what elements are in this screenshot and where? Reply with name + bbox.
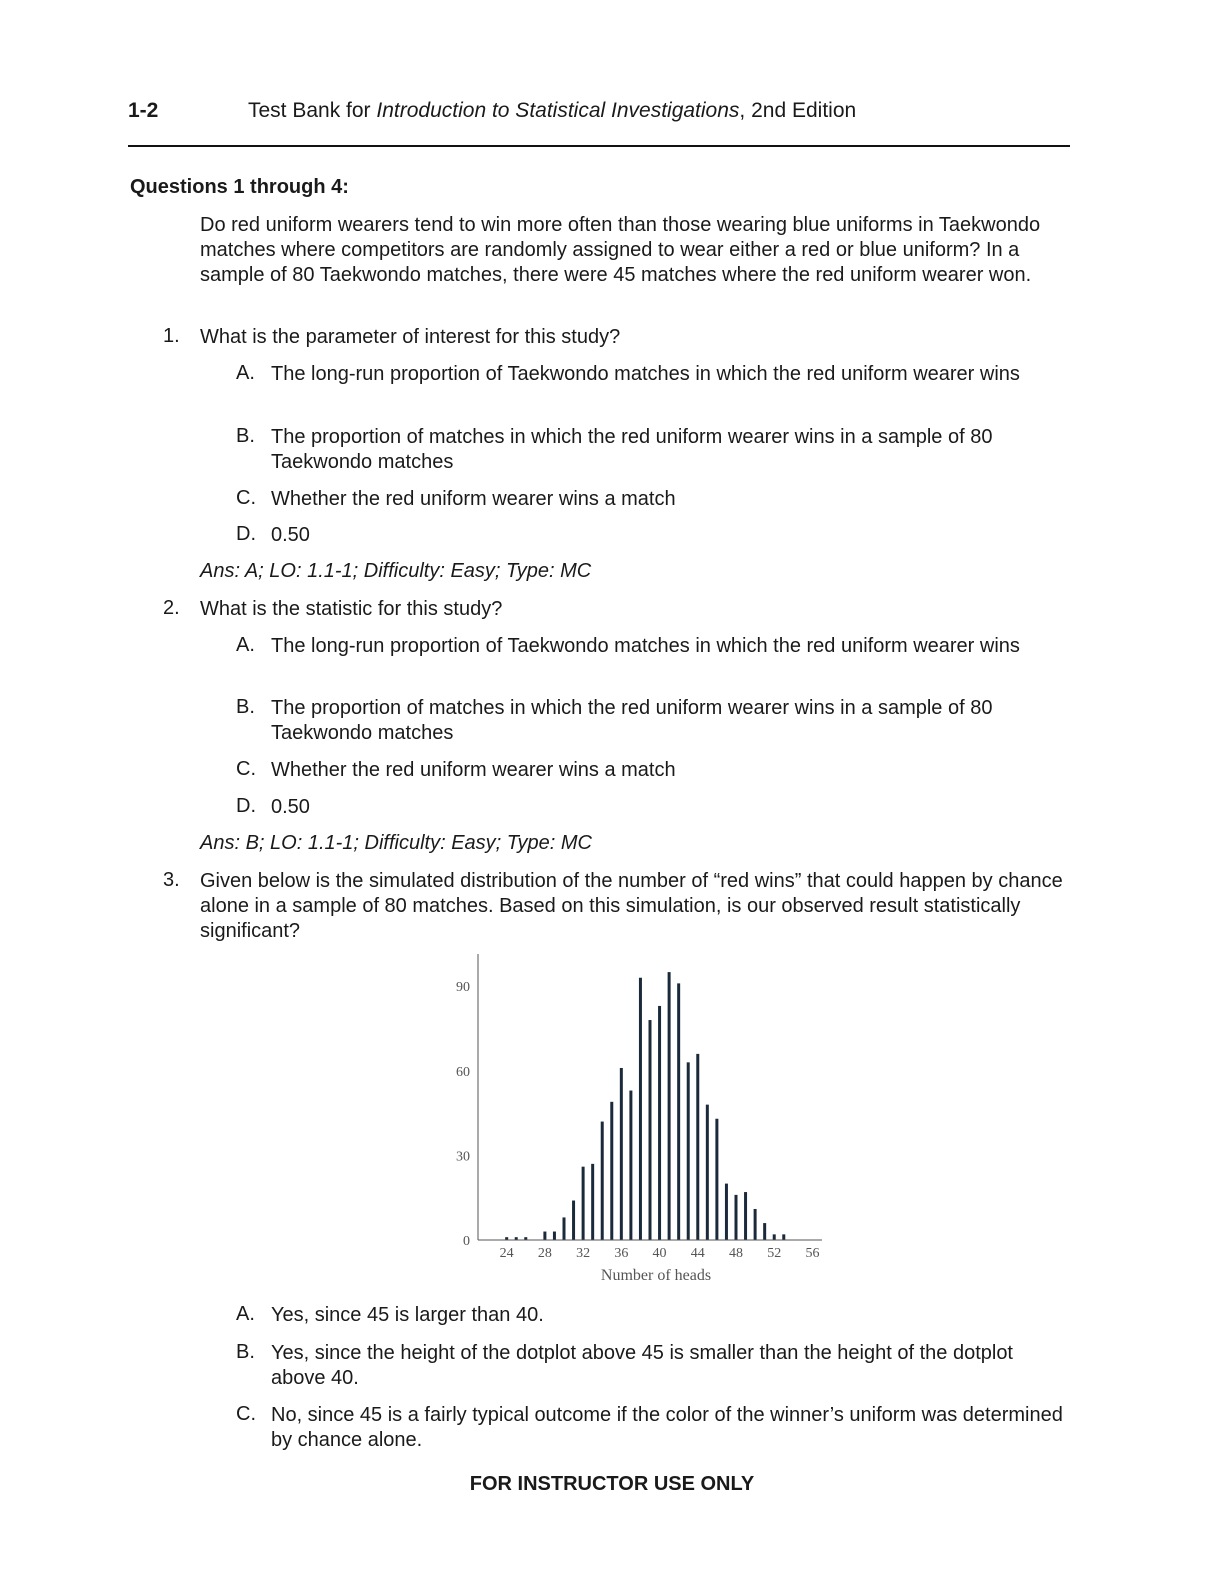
q1-answer-key: Ans: A; LO: 1.1-1; Difficulty: Easy; Type: MC [200, 560, 592, 582]
y-tick-30: 30 [456, 1149, 470, 1165]
q1-option-c-letter: C. [236, 487, 256, 509]
bar-40 [658, 1006, 661, 1240]
x-tick-48: 48 [729, 1246, 743, 1261]
simulation-bar-chart [430, 948, 830, 1292]
q1-option-b-text: The proportion of matches in which the red uniform wearer wins in a sample of 80 Taekwondo matches [271, 426, 993, 473]
question-3-text: Given below is the simulated distribution of the number of “red wins” that could happen by chance alone in a sample of 80 matches. Based on this simulation, is our observed result statistically significant? [200, 870, 1063, 942]
bar-48 [735, 1195, 738, 1240]
x-tick-52: 52 [767, 1246, 782, 1261]
bar-49 [744, 1192, 747, 1240]
q3-option-a-letter: A. [236, 1303, 255, 1325]
x-tick-28: 28 [537, 1246, 552, 1261]
x-tick-labels [500, 1246, 820, 1261]
bar-47 [725, 1184, 728, 1240]
q2-option-b-text: The proportion of matches in which the red uniform wearer wins in a sample of 80 Taekwondo matches [271, 697, 993, 744]
q1-option-d-letter: D. [236, 523, 256, 545]
q1-option-d-text: 0.50 [271, 524, 310, 546]
q3-option-c-letter: C. [236, 1403, 256, 1425]
bar-42 [677, 983, 680, 1240]
q1-option-a-letter: A. [236, 362, 255, 384]
bar-44 [696, 1054, 699, 1240]
question-1-text: What is the parameter of interest for this study? [200, 326, 621, 348]
y-tick-60: 60 [456, 1064, 470, 1080]
bar-36 [620, 1068, 623, 1240]
q1-option-b-letter: B. [236, 425, 255, 447]
q2-option-c-text: Whether the red uniform wearer wins a match [271, 759, 676, 781]
bar-28 [543, 1232, 546, 1240]
running-title [248, 99, 856, 123]
book-title: Introduction to Statistical Investigations [376, 99, 740, 122]
q2-option-a-letter: A. [236, 634, 255, 656]
question-3-number: 3. [163, 869, 180, 891]
question-2-number: 2. [163, 597, 180, 619]
title-prefix: Test Bank for [248, 99, 377, 122]
x-tick-32: 32 [576, 1246, 591, 1261]
question-stem: Do red uniform wearers tend to win more often than those wearing blue uniforms in Taekwondo matches where competitors are randomly assigned to wear either a red or blue uniform? In a sample of 80 Taekwondo matches, there were 45 matches where the red uniform wearer won. [200, 214, 1041, 286]
bar-31 [572, 1201, 575, 1240]
question-2-text: What is the statistic for this study? [200, 598, 503, 620]
bar-52 [773, 1234, 776, 1240]
question-1-number: 1. [163, 325, 180, 347]
bar-43 [687, 1062, 690, 1240]
x-tick-56: 56 [805, 1246, 820, 1261]
bar-38 [639, 978, 642, 1240]
section-heading: Questions 1 through 4: [130, 176, 349, 198]
title-suffix: , 2nd Edition [739, 99, 857, 122]
bar-33 [591, 1164, 594, 1240]
q3-option-c-text: No, since 45 is a fairly typical outcome if the color of the winner’s uniform was determined by chance alone. [271, 1404, 1063, 1451]
bar-29 [553, 1232, 556, 1240]
bar-50 [754, 1209, 757, 1240]
bar-30 [563, 1217, 566, 1240]
bar-45 [706, 1105, 709, 1240]
q3-option-a-text: Yes, since 45 is larger than 40. [271, 1304, 544, 1326]
q1-option-c-text: Whether the red uniform wearer wins a match [271, 488, 676, 510]
bar-34 [601, 1122, 604, 1240]
q2-option-b-letter: B. [236, 696, 255, 718]
x-tick-44: 44 [690, 1246, 705, 1261]
q2-option-a-text: The long-run proportion of Taekwondo matches in which the red uniform wearer wins [271, 635, 1020, 657]
q3-option-b-letter: B. [236, 1341, 255, 1363]
footer-notice: FOR INSTRUCTOR USE ONLY [469, 1473, 755, 1495]
q1-option-a-text: The long-run proportion of Taekwondo matches in which the red uniform wearer wins [271, 363, 1020, 385]
y-tick-90: 90 [456, 980, 470, 996]
q2-option-d-text: 0.50 [271, 796, 310, 818]
y-tick-0: 0 [463, 1234, 470, 1249]
x-axis-label: Number of heads [600, 1267, 712, 1284]
header-rule [128, 145, 1070, 147]
page-header [128, 99, 1070, 129]
chart-bars [505, 972, 785, 1240]
q2-option-c-letter: C. [236, 758, 256, 780]
x-tick-24: 24 [499, 1246, 514, 1261]
x-tick-36: 36 [614, 1246, 629, 1261]
bar-51 [763, 1223, 766, 1240]
bar-46 [715, 1119, 718, 1240]
bar-32 [582, 1167, 585, 1240]
bar-39 [649, 1020, 652, 1240]
bar-53 [782, 1234, 785, 1240]
q3-option-b-text: Yes, since the height of the dotplot above 45 is smaller than the height of the dotplot above 40. [271, 1342, 1013, 1389]
bar-41 [668, 972, 671, 1240]
q2-option-d-letter: D. [236, 795, 256, 817]
y-tick-labels [456, 980, 470, 1249]
q2-answer-key: Ans: B; LO: 1.1-1; Difficulty: Easy; Type: MC [200, 832, 592, 854]
bar-37 [629, 1091, 632, 1240]
page-number: 1-2 [128, 99, 159, 122]
x-tick-40: 40 [652, 1246, 667, 1261]
bar-35 [610, 1102, 613, 1240]
